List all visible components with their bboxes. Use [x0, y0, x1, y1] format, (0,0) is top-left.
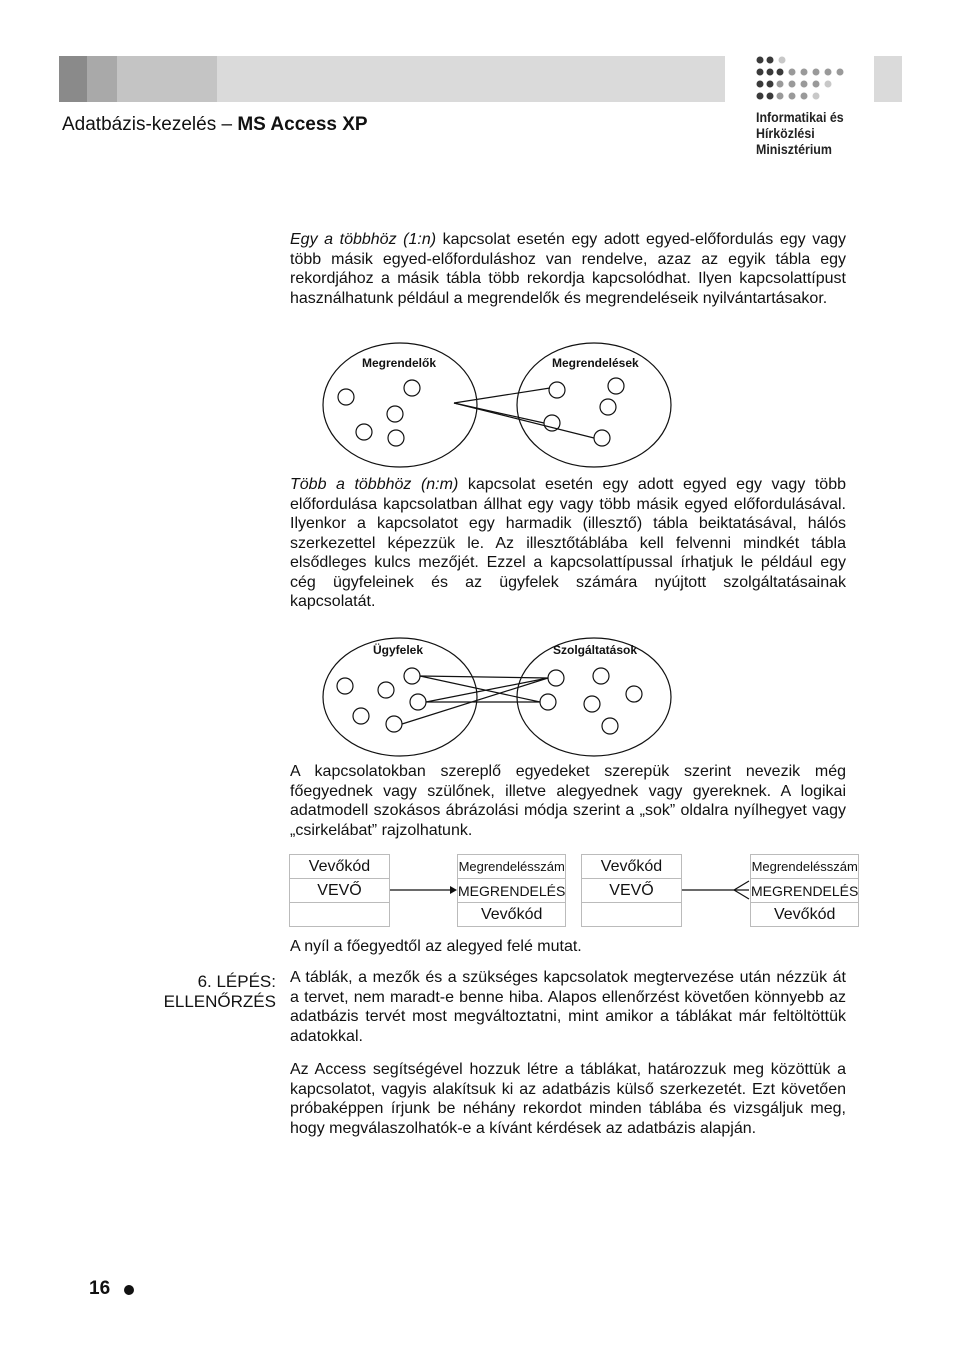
page-number: 16 — [89, 1278, 111, 1299]
header-bar-lighter — [217, 56, 725, 102]
parent-key-field: Vevőkód — [290, 855, 390, 879]
arrow-note: A nyíl a főegyedtől az alegyed felé mutat. — [290, 938, 582, 955]
header-bar-dark — [59, 56, 87, 102]
child-key-field: Megrendelésszám — [458, 855, 566, 879]
crows-foot-connector-icon — [682, 878, 750, 902]
paragraph-parent-child: A kapcsolatokban szereplő egyedeket szerepük szerint nevezik még főegyednek vagy szülőnek, illetve alegyednek vagy gyereknek. A logikai adatmodell szokásos ábrázolási módja szerint a „sok” oldalra nyílhegyet vagy „csirkelábat” rajzolhatunk. — [290, 763, 846, 839]
child-foreign-key-field: Vevőkód — [458, 903, 566, 927]
many-to-many-diagram — [320, 632, 680, 762]
right-entity-label: Szolgáltatások — [553, 643, 638, 657]
arrow-connector-icon — [390, 882, 458, 898]
paragraph-verification: A táblák, a mezők és a szükséges kapcsolatok megtervezése után nézzük át a tervet, nem maradt-e benne hiba. Alapos ellenőrzést követően könnyebb az adatbázis tervét most megváltoztatni, mint amikor a táblákat már feltöltöttük adatokkal. — [290, 969, 846, 1045]
header-bar-light — [117, 56, 217, 102]
parent-table-crowsfoot — [581, 854, 682, 927]
child-table-name: MEGRENDELÉS — [458, 879, 566, 903]
empty-cell — [582, 903, 682, 927]
empty-cell — [290, 903, 390, 927]
one-to-many-diagram — [320, 340, 680, 470]
ministry-name: Informatikai és Hírközlési Minisztérium — [756, 110, 844, 157]
parent-table-name: VEVŐ — [290, 879, 390, 903]
child-foreign-key-field: Vevőkód — [751, 903, 859, 927]
parent-table-name: VEVŐ — [582, 879, 682, 903]
ministry-logo-icon — [752, 52, 848, 104]
left-entity-label: Ügyfelek — [373, 643, 424, 657]
child-table-crowsfoot — [750, 854, 859, 927]
child-table-arrow — [457, 854, 566, 927]
step-heading: 6. LÉPÉS: ELLENŐRZÉS — [163, 972, 276, 1011]
document-title: Adatbázis-kezelés – MS Access XP — [62, 114, 368, 135]
paragraph-access-implementation: Az Access segítségével hozzuk létre a táblákat, határozzuk meg közöttük a kapcsolatot, vagyis alakítsuk ki az adatbázis külső szerkezetét. Ezt követően próbaképpen írjunk be néhány rekordot minden táblába és vizsgáljuk meg, hogy megválaszolhatók-e a kívánt kérdések az adatbázis alapján. — [290, 1061, 846, 1137]
right-entity-label: Megrendelések — [552, 356, 639, 370]
child-table-name: MEGRENDELÉS — [751, 879, 859, 903]
paragraph-many-to-many: Több a többhöz (n:m) kapcsolat esetén egy adott egyed egy vagy több előfordulása kapcsolatban állhat egy vagy több másik egyed előfordulásával. Ilyenkor a kapcsolatot egy harmadik (illesztő) tábla beiktatásával, hálós szerkezettel képezzük le. Az illesztőtáblába kell felvenni mindkét tábla elsődleges kulcs mezőjét. Ezzel a kapcsolattípussal írhatjuk le például egy cég ügyfeleinek és az ügyfelek számára nyújtott szolgáltatásainak kapcsolatát. — [290, 476, 847, 610]
left-entity-label: Megrendelők — [362, 356, 437, 370]
parent-key-field: Vevőkód — [582, 855, 682, 879]
bullet-dot-icon — [124, 1285, 134, 1295]
parent-table-arrow — [289, 854, 390, 927]
paragraph-one-to-many: Egy a többhöz (1:n) kapcsolat esetén egy adott egyed-előfordulás egy vagy több másik egyed-előforduláshoz van rendelve, azaz az egyik tábla egy rekordjához a másik tábla több rekordja kapcsolódhat. Ilyen kapcsolattípust használhatunk például a megrendelők és megrendeléseik nyilvántartásakor. — [290, 231, 847, 307]
header-bar-end — [874, 56, 902, 102]
child-key-field: Megrendelésszám — [751, 855, 859, 879]
header-bar-mid — [87, 56, 117, 102]
